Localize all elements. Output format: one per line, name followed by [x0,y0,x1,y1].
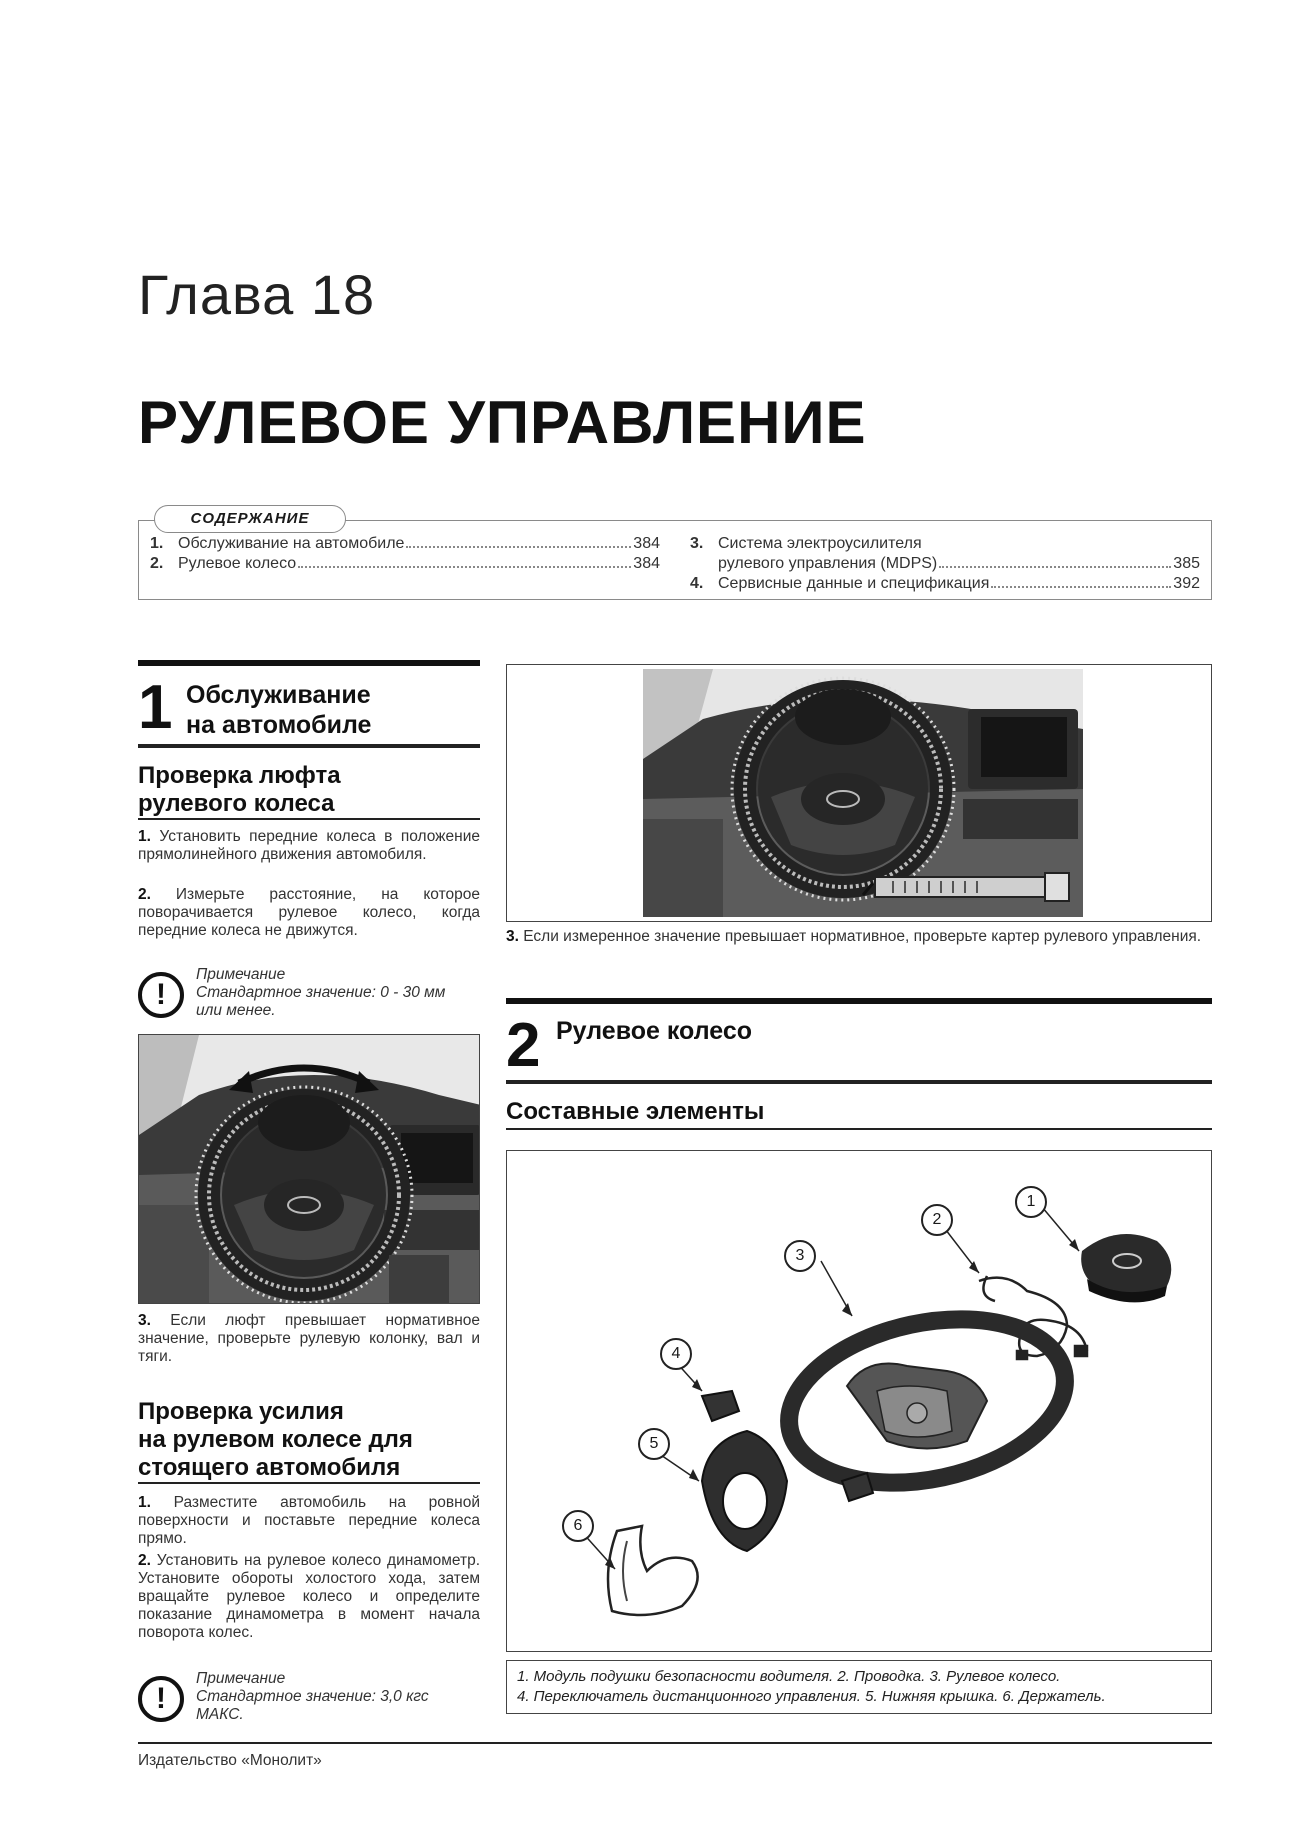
airbag-module [1081,1234,1171,1302]
toc-item-page: 392 [1173,575,1200,592]
toc-item-num: 3. [690,535,704,552]
callout-6: 6 [562,1510,594,1542]
steering-wheel-part [774,1296,1080,1507]
toc-item-text: Система электроусилителя [718,535,922,552]
section-rule [138,660,480,666]
step-text: Установить передние колеса в положение прямолинейного движения автомобиля. [138,828,480,863]
note-line: МАКС. [196,1706,244,1723]
step-number: 1. [138,1494,151,1511]
step-number: 1. [138,828,151,845]
step-paragraph [138,1552,480,1642]
footer-rule [138,1742,1212,1744]
subsection-title-line: Проверка люфта [138,762,341,789]
step-number: 2. [138,1552,151,1569]
step-paragraph [138,828,480,864]
step-number: 3. [506,928,519,945]
subsection-title-line: рулевого колеса [138,790,335,817]
note-icon: ! [138,972,184,1018]
callout-3: 3 [784,1240,816,1272]
note-line: или менее. [196,1002,276,1019]
caption-line: 1. Модуль подушки безопасности водителя. 2. Проводка. 3. Рулевое колесо. [517,1668,1061,1685]
toc-item-text: Обслуживание на автомобиле [178,535,405,552]
step-paragraph [138,886,480,940]
step-text: Если люфт превышает нормативное значение, проверьте рулевую колонку, вал и тяги. [138,1312,480,1365]
subsection-title [138,1398,413,1482]
note [196,1670,486,1724]
note-line: Стандартное значение: 3,0 кгс [196,1688,429,1705]
steering-wheel-photo [138,1034,480,1304]
step-text: Если измеренное значение превышает нормативное, проверьте картер рулевого управления. [518,928,1202,945]
toc-item[interactable] [150,535,660,553]
section-title-line: на автомобиле [186,711,372,739]
step-number: 2. [138,886,151,903]
note-heading: Примечание [196,966,286,983]
dynamometer-image [507,665,1212,922]
step-text: Установить на рулевое колесо динамометр. Установите обороты холостого хода, затем вращайте рулевое колесо и определите показание динамометра в момент начала поворота колес. [138,1552,480,1641]
step-text: Измерьте расстояние, на которое поворачивается рулевое колесо, когда передние колеса не движутся. [138,886,480,939]
toc-leader [298,555,631,568]
toc-leader [939,555,1171,568]
callout-1: 1 [1015,1186,1047,1218]
toc-item-num: 2. [150,555,164,572]
toc-leader [991,575,1171,588]
step-number: 3. [138,1312,151,1329]
step-paragraph [506,928,1212,946]
toc-item-text: Рулевое колесо [178,555,297,572]
footer-publisher: Издательство «Монолит» [138,1752,322,1769]
section-rule [506,998,1212,1004]
chapter-label: Глава 18 [138,263,376,326]
subsection-rule [138,818,480,820]
subsection-title-line: Проверка усилия [138,1398,344,1425]
toc-item-continued[interactable] [718,555,1200,573]
page-title: РУЛЕВОЕ УПРАВЛЕНИЕ [138,389,867,456]
toc-item-text: рулевого управления (MDPS) [718,555,938,572]
section-title: Рулевое колесо [556,1017,752,1045]
toc-item-page: 384 [633,535,660,552]
steering-wheel-image [139,1035,480,1304]
section-rule [138,744,480,748]
toc-item-page: 385 [1173,555,1200,572]
toc-item-page: 384 [633,555,660,572]
subsection-rule [138,1482,480,1484]
section-number: 1 [138,673,173,742]
callout-2: 2 [921,1204,953,1236]
section-title-line: Обслуживание [186,681,371,709]
toc-item[interactable] [690,575,1200,593]
callout-4: 4 [660,1338,692,1370]
holder [608,1526,698,1615]
contents-heading: СОДЕРЖАНИЕ [154,505,346,533]
note-line: Стандартное значение: 0 - 30 мм [196,984,446,1001]
subsection-rule [506,1128,1212,1130]
subsection-title: Составные элементы [506,1098,765,1125]
toc-item-text: Сервисные данные и спецификация [718,575,990,592]
steering-wheel-exploded-view [507,1151,1213,1653]
toc-item-num: 1. [150,535,164,552]
caption-line: 4. Переключатель дистанционного управления. 5. Нижняя крышка. 6. Держатель. [517,1688,1106,1705]
step-paragraph [138,1494,480,1548]
subsection-title-line: на рулевом колесе для [138,1426,413,1453]
lower-cover [702,1431,787,1551]
section-title [186,680,371,740]
note-icon: ! [138,1676,184,1722]
toc-item-num: 4. [690,575,704,592]
dynamometer-photo [506,664,1212,922]
step-text: Разместите автомобиль на ровной поверхности и поставьте передние колеса прямо. [138,1494,480,1547]
toc-item[interactable] [150,555,660,573]
note-heading: Примечание [196,1670,286,1687]
subsection-title [138,762,341,818]
toc-leader [406,535,631,548]
section-number: 2 [506,1011,541,1080]
diagram-caption [506,1660,1212,1714]
components-diagram [506,1150,1212,1652]
toc-item[interactable] [690,535,1200,553]
subsection-title-line: стоящего автомобиля [138,1454,401,1481]
callout-5: 5 [638,1428,670,1460]
note [196,966,486,1020]
section-rule [506,1080,1212,1084]
step-paragraph [138,1312,480,1366]
